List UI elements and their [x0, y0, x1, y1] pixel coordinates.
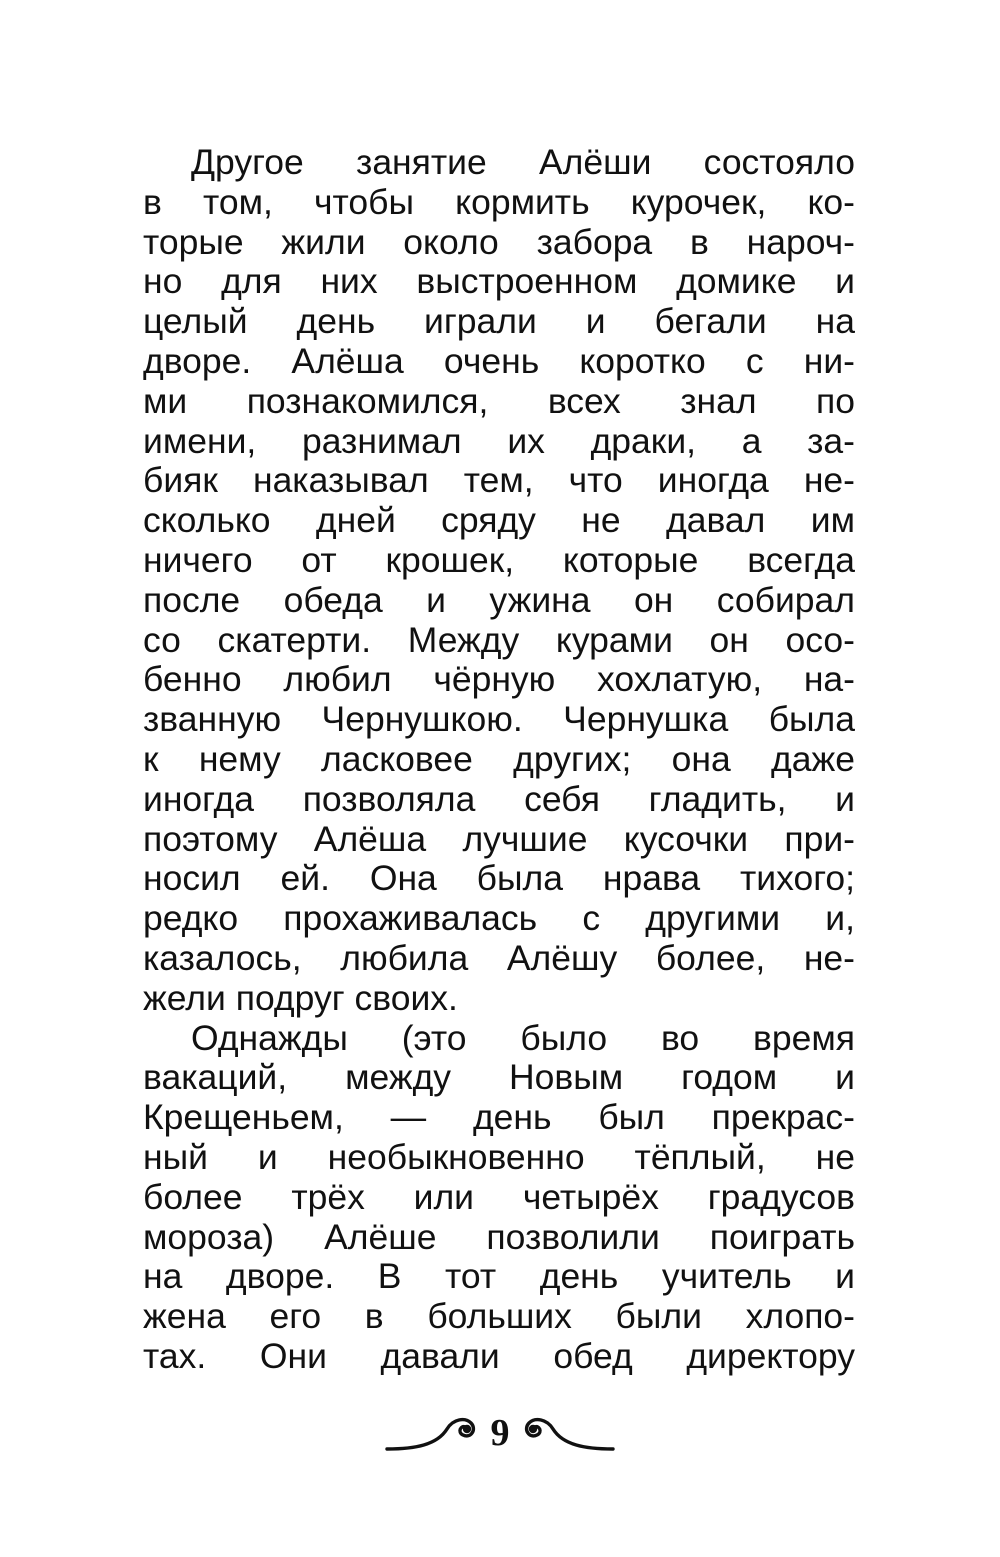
text-line: Крещеньем, — день был прекрас- [143, 1097, 855, 1138]
text-line: иногда позволяла себя гладить, и [143, 778, 855, 819]
text-line: тах. Они давали обед директору [143, 1335, 855, 1376]
text-line: ный и необыкновенно тёплый, не [143, 1136, 855, 1177]
text-line: жена его в больших были хлопо- [143, 1296, 855, 1337]
text-line: дворе. Алёша очень коротко с ни- [143, 340, 855, 381]
text-line: Однажды (это было во время [191, 1017, 855, 1058]
text-line: к нему ласковее других; она даже [143, 738, 855, 779]
page-folio [385, 1405, 615, 1461]
text-line: со скатерти. Между курами он осо- [143, 619, 855, 660]
text-line: на дворе. В тот день учитель и [143, 1256, 855, 1297]
text-line: носил ей. Она была нрава тихого; [143, 858, 855, 899]
text-line: после обеда и ужина он собирал [143, 579, 855, 620]
text-line: более трёх или четырёх градусов [143, 1176, 855, 1217]
text-line: жели подруг своих. [143, 977, 458, 1018]
page-number: 9 [490, 1412, 510, 1454]
text-line: редко прохаживалась с другими и, [143, 898, 855, 939]
paragraph-1 [143, 143, 855, 1019]
text-line: ми познакомился, всех знал по [143, 380, 855, 421]
text-line: званную Чернушкою. Чернушка была [143, 699, 855, 740]
text-line: Другое занятие Алёши состояло [191, 142, 855, 182]
text-line: поэтому Алёша лучшие кусочки при- [143, 818, 855, 859]
text-line: имени, разнимал их драки, а за- [143, 420, 855, 461]
paragraph-2 [143, 1019, 855, 1377]
body-text [143, 143, 855, 1377]
text-line: мороза) Алёше позволили поиграть [143, 1216, 855, 1257]
text-line: казалось, любила Алёшу более, не- [143, 937, 855, 978]
text-line: целый день играли и бегали на [143, 301, 855, 342]
text-line: но для них выстроенном домике и [143, 261, 855, 302]
text-line: сколько дней сряду не давал им [143, 500, 855, 541]
text-line: бенно любил чёрную хохлатую, на- [143, 659, 855, 700]
text-line: вакаций, между Новым годом и [143, 1057, 855, 1098]
text-line: бияк наказывал тем, что иногда не- [143, 460, 855, 501]
text-line: торые жили около забора в нароч- [143, 221, 855, 262]
text-line: ничего от крошек, которые всегда [143, 539, 855, 580]
text-line: в том, чтобы кормить курочек, ко- [143, 181, 855, 222]
